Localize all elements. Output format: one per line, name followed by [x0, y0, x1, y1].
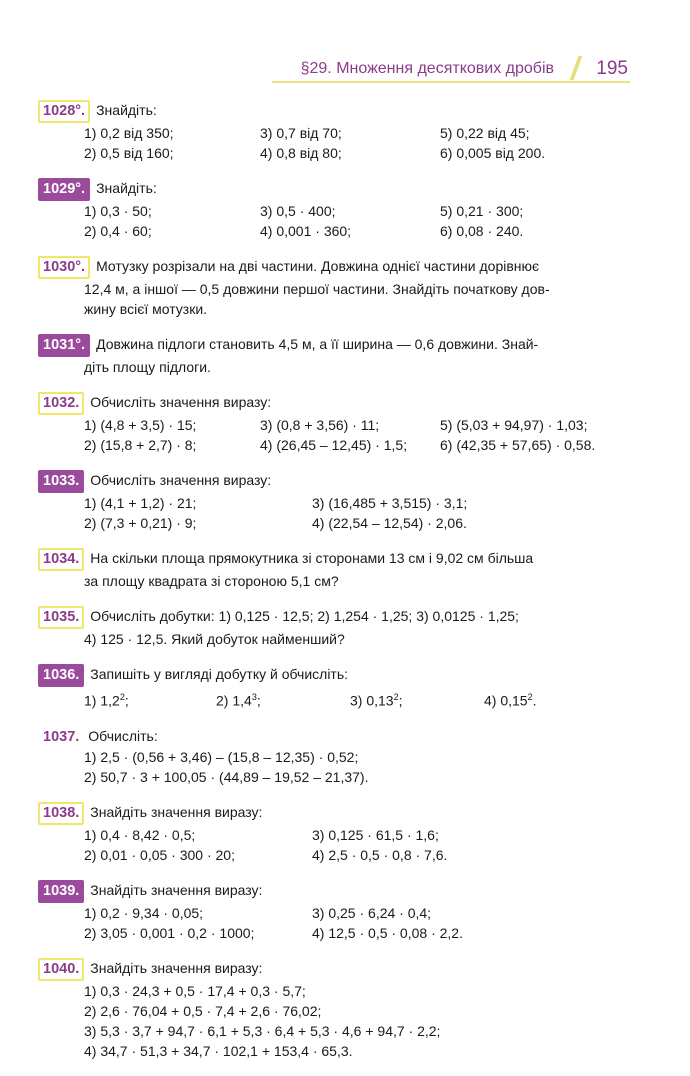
list-item: 3) (0,8 + 3,56) · 11;	[260, 417, 380, 433]
list-item: 2) 0,4 · 60;	[84, 223, 152, 239]
problem-1037	[38, 726, 638, 787]
problem-number: 1034.	[38, 548, 84, 571]
problem-number: 1039.	[38, 880, 84, 903]
list-item: 3) 0,5 · 400;	[260, 203, 336, 219]
list-item: 1) 0,2 · 9,34 · 0,05;	[84, 904, 204, 921]
problem-number: 1037.	[43, 728, 80, 745]
list-item: 1) 0,4 · 8,42 · 0,5;	[84, 826, 196, 843]
problem-stem: Обчисліть:	[88, 727, 158, 744]
problem-number: 1031°.	[38, 334, 90, 357]
problem-stem: Обчисліть значення виразу:	[90, 472, 272, 488]
problem-stem: Знайдіть значення виразу:	[90, 881, 263, 898]
list-item: 3) 0,7 від 70;	[260, 125, 342, 141]
problem-number: 1035.	[38, 606, 84, 629]
list-item: 1) 0,3 · 50;	[84, 203, 152, 219]
header-rule	[272, 81, 630, 83]
problem-1031	[38, 334, 638, 377]
list-item: 4) (22,54 – 12,54) · 2,06.	[312, 515, 467, 531]
problem-number: 1029°.	[38, 178, 90, 201]
problem-number: 1033.	[38, 470, 84, 493]
problem-1035	[38, 606, 638, 649]
list-item: 1) (4,8 + 3,5) · 15;	[84, 417, 197, 433]
list-item: 3) 0,13$^2$;	[350, 692, 403, 709]
list-item: 5) 0,22 від 45;	[440, 125, 530, 141]
list-item: 4) 0,8 від 80;	[260, 145, 342, 161]
problem-1028	[38, 100, 638, 163]
problem-1032	[38, 392, 638, 455]
problem-stem: Знайдіть значення виразу:	[90, 959, 263, 976]
problem-number: 1038.	[38, 802, 84, 825]
problem-text-line: за площу квадрата зі стороною 5,1 см?	[84, 573, 339, 589]
problem-1030	[38, 256, 638, 319]
list-item: 2) (15,8 + 2,7) · 8;	[84, 437, 197, 453]
problem-stem: Запишіть у вигляді добутку й обчисліть:	[90, 666, 349, 682]
list-item: 4) 0,001 · 360;	[260, 223, 352, 239]
list-item: 3) (16,485 + 3,515) · 3,1;	[312, 495, 468, 511]
header-divider	[570, 56, 583, 80]
list-item: 5) (5,03 + 94,97) · 1,03;	[440, 417, 588, 433]
list-item: 6) 0,005 від 200.	[440, 145, 546, 161]
list-item: 2) 50,7 · 3 + 100,05 · (44,89 – 19,52 – 21,37).	[84, 768, 369, 785]
problem-text-line: На скільки площа прямокутника зі сторонами 13 см і 9,02 см більша	[90, 550, 534, 566]
problem-text-line: діть площу підлоги.	[84, 359, 211, 375]
problem-text-line: 4) 125 · 12,5. Який добуток найменший?	[84, 631, 345, 647]
section-title: §29. Множення десяткових дробів	[300, 60, 554, 77]
page-number: 195	[596, 58, 628, 79]
problems-list	[38, 100, 638, 1076]
list-item: 4) (26,45 – 12,45) · 1,5;	[260, 437, 408, 453]
list-item: 4) 0,15$^2$.	[484, 692, 537, 709]
list-item: 4) 34,7 · 51,3 + 34,7 · 102,1 + 153,4 · 65,3.	[84, 1042, 353, 1059]
list-item: 2) $1,4^3$;	[216, 692, 261, 709]
list-item: 3) 0,25 · 6,24 · 0,4;	[312, 904, 432, 921]
list-item: 3) 0,125 · 61,5 · 1,6;	[312, 826, 439, 843]
problem-1038	[38, 802, 638, 865]
list-item: 2) 3,05 · 0,001 · 0,2 · 1000;	[84, 924, 255, 941]
problem-text-line: Довжина підлоги становить 4,5 м, а її ширина — 0,6 довжини. Знай-	[96, 336, 539, 352]
problem-text-line: Мотузку розрізали на дві частини. Довжина однієї частини дорівнює	[96, 258, 540, 274]
problem-number: 1032.	[38, 392, 84, 415]
list-item: 4) 2,5 · 0,5 · 0,8 · 7,6.	[312, 846, 448, 863]
list-item: 4) 12,5 · 0,5 · 0,08 · 2,2.	[312, 924, 463, 941]
list-item: 1) 2,5 · (0,56 + 3,46) – (15,8 – 12,35) · 0,52;	[84, 748, 359, 765]
page-header	[40, 56, 630, 82]
problem-number: 1040.	[38, 958, 84, 981]
problem-stem: Знайдіть:	[96, 102, 157, 118]
list-item: 1) (4,1 + 1,2) · 21;	[84, 495, 197, 511]
problem-1036	[38, 664, 638, 711]
problem-stem: Знайдіть значення виразу:	[90, 803, 263, 820]
problem-stem: Обчисліть значення виразу:	[90, 394, 272, 410]
problem-1040	[38, 958, 638, 1061]
list-item: 2) 0,5 від 160;	[84, 145, 174, 161]
problem-text-line: Обчисліть добутки: 1) 0,125 · 12,5; 2) 1,254 · 1,25; 3) 0,0125 · 1,25;	[90, 608, 519, 624]
list-item: 5) 0,21 · 300;	[440, 203, 524, 219]
problem-1033	[38, 470, 638, 533]
list-item: 1) 0,3 · 24,3 + 0,5 · 17,4 + 0,3 · 5,7;	[84, 982, 306, 999]
problem-1034	[38, 548, 638, 591]
list-item: 6) (42,35 + 57,65) · 0,58.	[440, 437, 596, 453]
problem-stem: Знайдіть:	[96, 180, 157, 196]
list-item: 2) 2,6 · 76,04 + 0,5 · 7,4 + 2,6 · 76,02;	[84, 1002, 322, 1019]
problem-number: 1036.	[38, 664, 84, 687]
list-item: 3) 5,3 · 3,7 + 94,7 · 6,1 + 5,3 · 6,4 + 5,3 · 4,6 + 94,7 · 2,2;	[84, 1022, 441, 1039]
list-item: 6) 0,08 · 240.	[440, 223, 524, 239]
problem-number: 1028°.	[38, 100, 90, 123]
list-item: 2) 0,01 · 0,05 · 300 · 20;	[84, 846, 235, 863]
problem-1039	[38, 880, 638, 943]
list-item: 1) 0,2 від 350;	[84, 125, 174, 141]
problem-1029	[38, 178, 638, 241]
list-item: 2) (7,3 + 0,21) · 9;	[84, 515, 197, 531]
problem-text-line: жину всієї мотузки.	[84, 301, 208, 317]
list-item: 1) $1,2^2$;	[84, 692, 129, 709]
problem-text-line: 12,4 м, а іншої — 0,5 довжини першої частини. Знайдіть початкову дов-	[84, 281, 550, 297]
problem-number: 1030°.	[38, 256, 90, 279]
